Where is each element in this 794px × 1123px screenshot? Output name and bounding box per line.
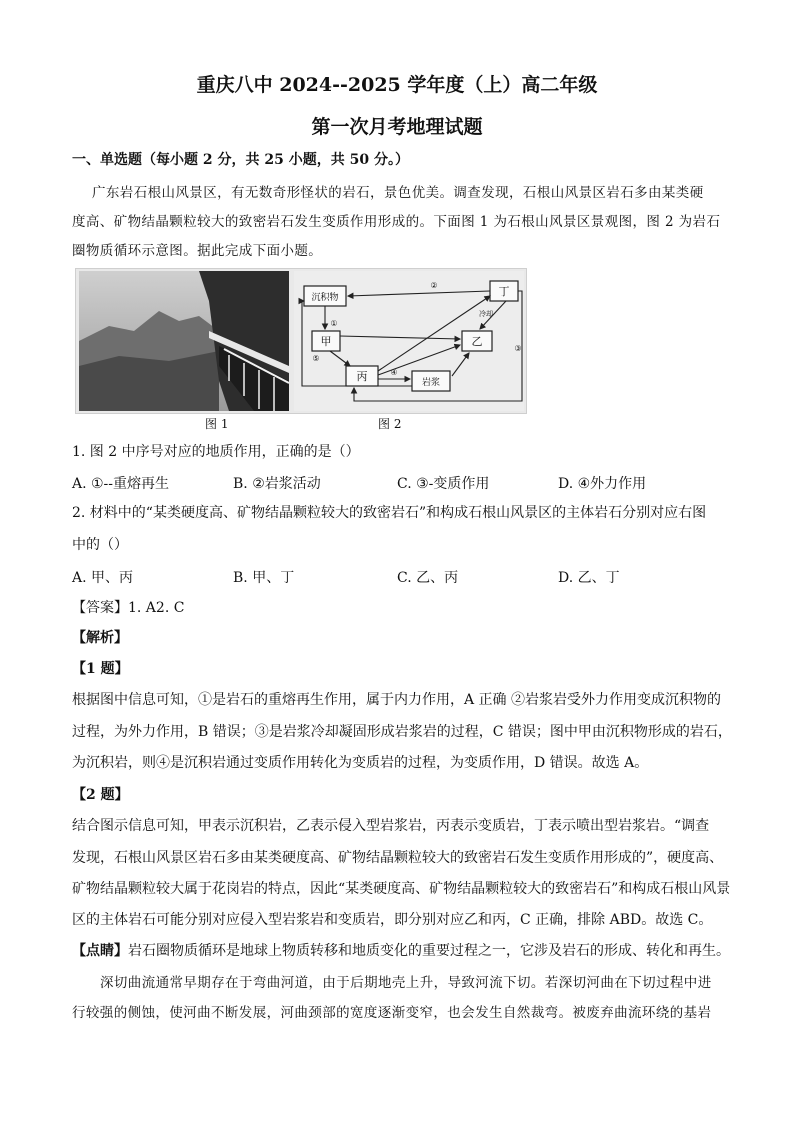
q1-option-b: B. ②岩浆活动 (233, 476, 321, 492)
q2-option-c: C. 乙、丙 (397, 570, 459, 586)
arrow-label-4: ④ (390, 368, 398, 377)
q1-option-c: C. ③-变质作用 (397, 476, 490, 492)
label-bing: 丙 (356, 370, 368, 383)
passage2-line1: 深切曲流通常早期存在于弯曲河道，由于后期地壳上升，导致河流下切。若深切河曲在下切过程中进 (100, 975, 712, 991)
sub1-line2: 过程，为外力作用，B 错误；③是岩浆冷却凝固形成岩浆岩的过程，C 错误；图中甲由沉积物形成的岩石， (72, 724, 732, 740)
q2-option-a: A. 甲、丙 (72, 570, 134, 586)
label-magma: 岩浆 (421, 378, 441, 388)
sub1-label: 【1 题】 (72, 661, 129, 677)
point-label: 【点睛】 (72, 943, 128, 959)
analysis-label: 【解析】 (72, 630, 128, 646)
q2-option-b: B. 甲、丁 (233, 570, 295, 586)
section-heading: 一、单选题（每小题 2 分，共 25 小题，共 50 分。） (72, 152, 409, 168)
passage2-line2: 行较强的侧蚀，使河曲不断发展，河曲颈部的宽度逐渐变窄，也会发生自然裁弯。被废弃曲流环绕的基岩 (72, 1005, 712, 1021)
q1-stem: 1. 图 2 中序号对应的地质作用，正确的是（） (72, 444, 360, 460)
figure2-caption: 图 2 (378, 417, 402, 431)
label-ding: 丁 (498, 285, 510, 298)
sub2-line2: 发现，石根山风景区岩石多由某类硬度高、矿物结晶颗粒较大的致密岩石发生变质作用形成的”，硬度高、 (72, 850, 724, 866)
sub1-line3: 为沉积岩，则④是沉积岩通过变质作用转化为变质岩的过程，为变质作用，D 错误。故选 A。 (72, 755, 649, 771)
answer-line: 【答案】1. A2. C (72, 600, 185, 616)
passage1-line3: 圈物质循环示意图。据此完成下面小题。 (72, 243, 323, 259)
q1-option-a: A. ①--重熔再生 (72, 476, 170, 492)
q1-option-d: D. ④外力作用 (558, 476, 647, 492)
sub1-line1: 根据图中信息可知，①是岩石的重熔再生作用，属于内力作用，A 正确 ②岩浆岩受外力作用变成沉积物的 (72, 692, 722, 708)
sub2-label: 【2 题】 (72, 787, 129, 803)
arrow-label-5: ⑤ (312, 354, 320, 363)
q2-stem-line2: 中的（） (72, 537, 128, 553)
passage1-line1: 广东岩石根山风景区，有无数奇形怪状的岩石，景色优美。调查发现，石根山风景区岩石多由某类硬 (92, 185, 704, 201)
label-yi: 乙 (471, 335, 483, 348)
exam-subtitle: 第一次月考地理试题 (311, 116, 483, 138)
label-sediment: 沉积物 (311, 293, 339, 303)
label-jia: 甲 (320, 335, 332, 348)
passage1-line2: 度高、矿物结晶颗粒较大的致密岩石发生变质作用形成的。下面图 1 为石根山风景区景观图，图 2 为岩石 (72, 214, 721, 230)
figure-panel (75, 268, 527, 414)
sub2-line4: 区的主体岩石可能分别对应侵入型岩浆岩和变质岩，即分别对应乙和丙，C 正确，排除 ABD。故选 C。 (72, 912, 713, 928)
exam-title: 重庆八中 2024--2025 学年度（上）高二年级 (196, 74, 598, 96)
point-note (72, 941, 730, 961)
rock-cycle-diagram (294, 271, 524, 411)
arrow-label-3: ③ (514, 344, 522, 353)
arrow-label-1: ① (330, 319, 338, 328)
point-text: 岩石圈物质循环是地球上物质转移和地质变化的重要过程之一，它涉及岩石的形成、转化和再生。 (128, 943, 730, 959)
label-uplift: 冷却 (479, 310, 493, 318)
q2-stem-line1: 2. 材料中的“某类硬度高、矿物结晶颗粒较大的致密岩石”和构成石根山风景区的主体岩石分别对应右图 (72, 505, 707, 521)
landscape-photo (79, 271, 289, 411)
sub2-line1: 结合图示信息可知，甲表示沉积岩，乙表示侵入型岩浆岩，丙表示变质岩，丁表示喷出型岩浆岩。“调查 (72, 818, 710, 834)
q2-option-d: D. 乙、丁 (558, 570, 620, 586)
arrow-label-2: ② (430, 281, 438, 290)
sub2-line3: 矿物结晶颗粒较大属于花岗岩的特点，因此“某类硬度高、矿物结晶颗粒较大的致密岩石”和构成石根山风景 (72, 881, 731, 897)
figure1-caption: 图 1 (205, 417, 229, 431)
